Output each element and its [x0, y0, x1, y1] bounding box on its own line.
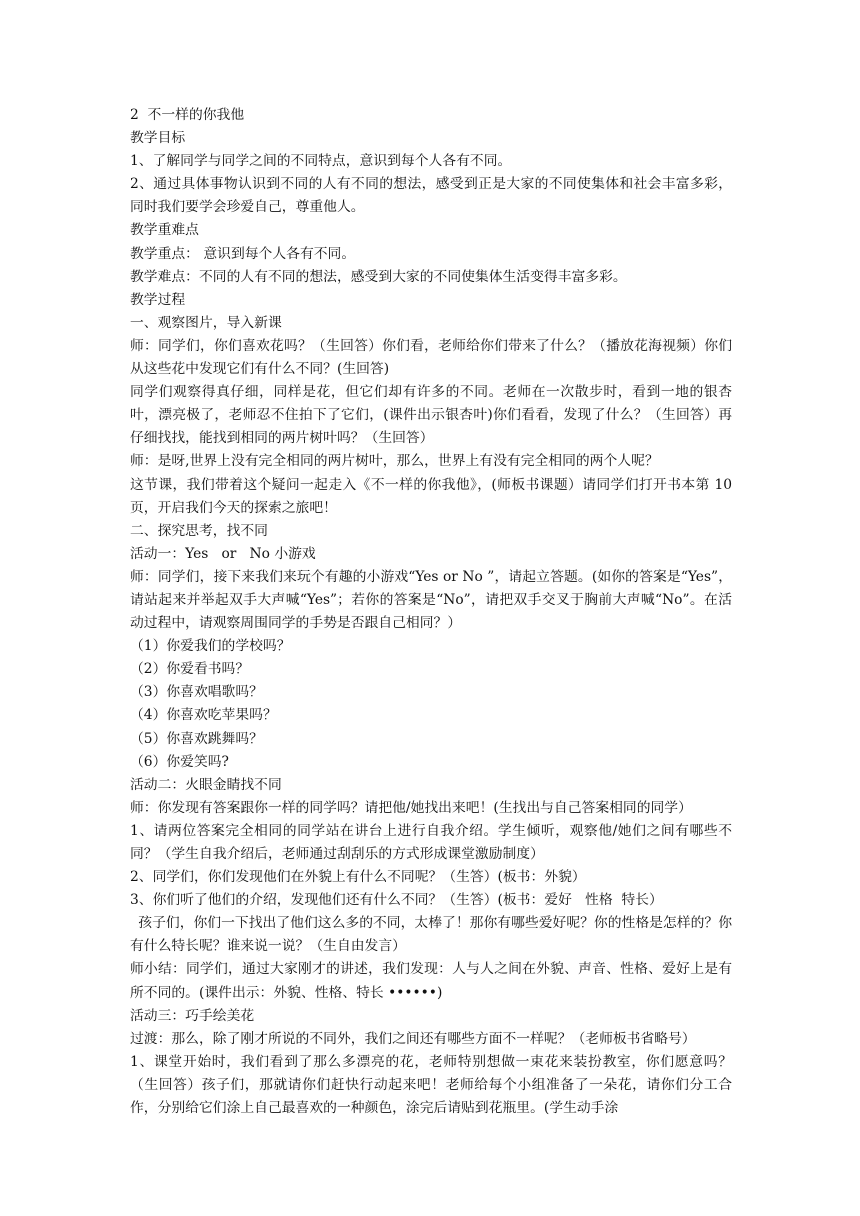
text-line-24: 1、请两位答案完全相同的同学站在讲台上进行自我介绍。学生倾听，观察他/她们之间有哪些不同？（学生自我介绍后，老师通过刮刮乐的方式形成课堂激励制度） — [130, 822, 732, 862]
text-line-10: 同学们观察得真仔细，同样是花，但它们却有许多的不同。老师在一次散步时，看到一地的银杏叶，漂亮极了，老师忍不住拍下了它们，(课件出示银杏叶)你们看看，发现了什么？（生回答）再仔细找找，能找到相同的两片树叶吗？（生回答） — [130, 384, 732, 447]
text-line-21: （6）你爱笑吗? — [130, 753, 229, 770]
text-line-27: 孩子们，你们一下找出了他们这么多的不同，太棒了！那你有哪些爱好呢？你的性格是怎样的？你有什么特长呢？谁来说一说？（生自由发言） — [130, 915, 732, 955]
text-line-5: 教学重点： 意识到每个人各有不同。 — [130, 245, 356, 262]
text-line-3: 2、通过具体事物认识到不同的人有不同的想法，感受到正是大家的不同使集体和社会丰富多彩，同时我们要学会珍爱自己，尊重他人。 — [130, 176, 732, 216]
text-line-13: 二、探究思考，找不同 — [130, 522, 268, 539]
text-line-30: 过渡：那么，除了刚才所说的不同外，我们之间还有哪些方面不一样呢？（老师板书省略号） — [130, 1030, 696, 1047]
text-line-6: 教学难点：不同的人有不同的想法，感受到大家的不同使集体生活变得丰富多彩。 — [130, 268, 627, 285]
text-line-7: 教学过程 — [130, 291, 186, 308]
text-line-8: 一、观察图片，导入新课 — [130, 314, 282, 331]
text-line-2: 1、了解同学与同学之间的不同特点，意识到每个人各有不同。 — [130, 153, 512, 170]
text-line-12: 这节课，我们带着这个疑问一起走入《不一样的你我他》，(师板书课题）请同学们打开书本第 10 页，开启我们今天的探索之旅吧！ — [130, 476, 732, 516]
text-line-14: 活动一：Yes or No 小游戏 — [130, 545, 316, 562]
text-line-25: 2、同学们，你们发现他们在外貌上有什么不同呢？（生答）(板书：外貌） — [130, 869, 586, 886]
text-line-1: 教学目标 — [130, 130, 186, 147]
text-line-22: 活动二：火眼金睛找不同 — [130, 776, 282, 793]
text-line-19: （4）你喜欢吃苹果吗？ — [130, 707, 277, 724]
text-line-4: 教学重难点 — [130, 222, 199, 239]
text-line-9: 师：同学们，你们喜欢花吗？（生回答）你们看，老师给你们带来了什么？（播放花海视频）你们从这些花中发现它们有什么不同？(生回答) — [130, 337, 732, 378]
text-line-17: （2）你爱看书吗？ — [130, 661, 250, 678]
text-line-15: 师：同学们，接下来我们来玩个有趣的小游戏“Yes or No ”，请起立答题。(如你的答案是“Yes”，请站起来并举起双手大声喊“Yes”；若你的答案是“No”，请把双手交叉于胸前大声喊“No”。在活动过程中，请观察周围同学的手势是否跟自己相同？） — [130, 568, 732, 632]
text-line-31: 1、课堂开始时，我们看到了那么多漂亮的花，老师特别想做一束花来装扮教室，你们愿意吗？（生回答）孩子们，那就请你们赶快行动起来吧！老师给每个小组准备了一朵花，请你们分工合作，分别给它们涂上自己最喜欢的一种颜色，涂完后请贴到花瓶里。(学生动手涂 — [130, 1053, 732, 1117]
text-line-11: 师：是呀,世界上没有完全相同的两片树叶，那么，世界上有没有完全相同的两个人呢？ — [130, 453, 659, 470]
text-line-0: 2 不一样的你我他 — [130, 107, 245, 123]
text-line-26: 3、你们听了他们的介绍，发现他们还有什么不同？（生答）(板书：爱好 性格 特长） — [130, 892, 663, 909]
text-line-28: 师小结：同学们，通过大家刚才的讲述，我们发现：人与人之间在外貌、声音、性格、爱好上是有所不同的。(课件出示：外貌、性格、特长 ••••••) — [130, 961, 732, 1001]
text-line-16: （1）你爱我们的学校吗？ — [130, 638, 291, 655]
text-line-23: 师：你发现有答案跟你一样的同学吗？请把他/她找出来吧！(生找出与自己答案相同的同学） — [130, 799, 692, 816]
text-line-29: 活动三：巧手绘美花 — [130, 1007, 255, 1024]
text-line-20: （5）你喜欢跳舞吗？ — [130, 730, 263, 747]
text-line-18: （3）你喜欢唱歌吗？ — [130, 684, 263, 701]
